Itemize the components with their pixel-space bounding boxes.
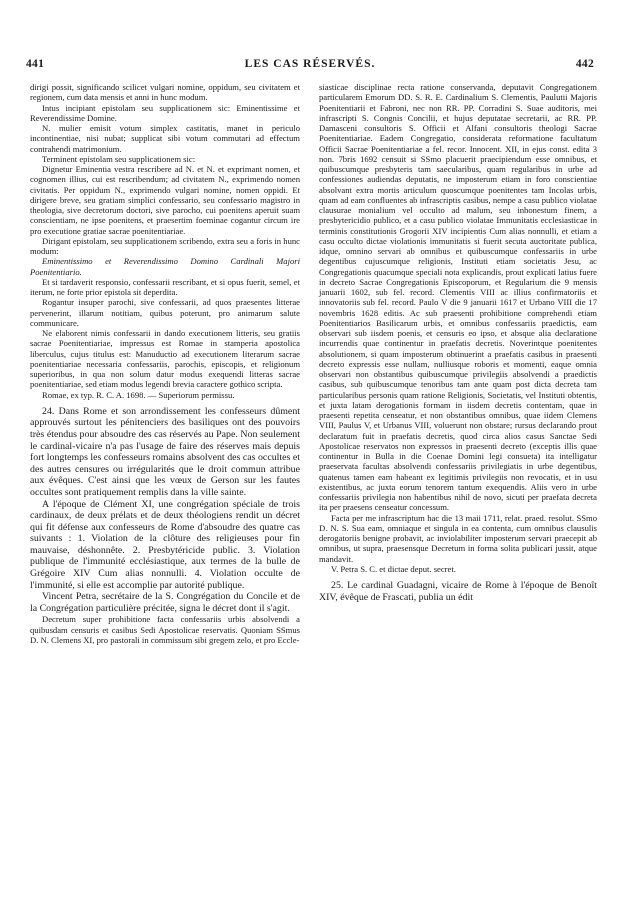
paragraph: dirigi possit, significando scilicet vulgari nomine, oppidum, seu civitatem et regionem, cum data mensis et anni in hunc modum. — [30, 82, 300, 103]
paragraph: V. Petra S. C. et dictae deput. secret. — [331, 563, 456, 574]
right-column — [319, 82, 597, 603]
paragraph: Et si tardaverit responsio, confessarii rescribant, et si opus fuerit, semel, et iterum, ne forte prior epistola sit deperdita. — [30, 276, 300, 297]
paragraph: siasticae disciplinae recta ratione conservanda, deputavit Congregationem particularem Emorum DD. S. R. E. Cardinalium S. Clementis, Paulutii Majoris Poenitentiarii et Fabroni, nec non RR. PP. Corradini S. Suae auditoris, mei infrascripti S. Congnis Concilii, et hujus deputatae secretarii, ac RR. PP. Damasceni consultoris S. Officii et Alfani consultoris theologi Sacrae Poenitentiariae. Eadem Congregatio, considerata reformatione facultatum Officii Sacrae Poenitentiariae a fel. recor. Innocent. XII, in ejus const. edita 3 non. 7bris 1692 censuit si SSmo placuerit praecipiendum esse omnibus, et quibuscumque presbyteris tam saecularibus, quam regularibus in urbe ad confessiones audiendas deputatis, ne imposterum etiam in foro conscientiae absolvant extra mortis articulum quoscumque poenitentes tam Incolas urbis, quam ad eam confluentes ab infrascriptis casibus, nempe a casu publico violatae clausurae monialium vel occulto ad malum, seu inhonestum finem, a presbytericidio publico, et a casu publico violatae Immunitatis ecclesiasticae in terminis constitutionis Grogorii XIV incipientis Cum alias nonnulli, et etiam a casu occulto dictae violationis immunitatis si fuerit secuta auctoritate publica, idque, omnino servari ab omnibus et quibuscumque confessariis in urbe degentibus cujuscumque religionis, Instituti etiam societatis Jesu, ac Congregationis quacumque speciali nota explicandis, prout explicati latius fuere in decreto Sacrae Congregationis Episcoporum, et Regularium die 9 mensis januarii 1602, sub fel. record. Clementis VIII ac illius confirmatoriis et innovatoriis sub fel. record. Paulo V die 9 januarii 1617 et Urbano VIII die 17 novembris 1628 editis. Ac sub praesenti prohibitione comprehendi etiam Poenitentiarios Basilicarum urbis, et omnibus confessariis praedictis, eam observari sub iisdem poenis, et censuris eo ipso, et absque alia declaratione incurrendis quae continentur in praefatis decretis. Noverintque poenitentes absolutionem, si quam imposterum obtinuerint a praefatis casibus in praesenti decreto expressis esse nullam, nulliusque roboris et momenti, eaque omnia observari non obstantibus quibuscumque privilegiis absolvendi a praedictis casibus, sub quibuscumque tenoribus tam ante quam post dicta decreta tam particularibus personis quam ratione Religionis, Societatis, vel Instituti obtentis, et juxta latam derogationis formam in iisdem decretis contentam, quae in praesenti repetita censeatur, et non obstantibus omnibus, quae iidem Clemens VIII, Paulus V, et Urbanus VIII, voluerunt non obstare; rursus declarando prout declaratum fuit in praefatis decretis, quod circa alios casus Sanctae Sedi Apostolicae reservatos non expressos in praesenti decreto (exceptis illis quae continentur in Bulla in die Coenae Domini legi consueta) ita intelligatur praeservata facultas absolvendi confessariis privilegiatis in urbe degentibus, quatenus tamen eam habeant ex legitimis privilegiis non revocatis, et in usu existentibus, ac juxta eorum tenorem tantum exequendis. Aliis vero in urbe confessariis privilegia non habentibus nihil de novo, sicuti per praefata decreta ita per praesens censeatur concessum. — [319, 82, 597, 513]
left-column — [30, 82, 300, 645]
paragraph: Vincent Petra, secrétaire de la S. Congrégation du Concile et de la Congrégation particulière précitée, signa le décret dont il s'agit. — [30, 591, 300, 614]
running-header — [26, 58, 594, 74]
paragraph: Ne elaborent nimis confessarii in dando executionem litteris, seu gratiis sacrae Poenitentiariae, impressus est Romae in stamperia apostolica liberculus, cujus titulus est: Manuductio ad executionem literarum sacrae poenitentiariae necessaria confessariis, parochis, episcopis, et religionum superioribus, in qua non solum datur modus exequendi litteras sacrae poenitentiariae, sed etiam modus legendi brevia caractere gothico scripta. — [30, 328, 300, 390]
paragraph: Romae, ex typ. R. C. A. 1698. — Superiorum permissu. — [42, 389, 235, 400]
paragraph: Dirigant epistolam, seu supplicationem scribendo, extra seu a foris in hunc modum: — [30, 235, 300, 256]
paragraph: N. mulier emisit votum simplex castitatis, manet in periculo incontinentiae, nisi nubat; supplicat sibi votum commutari ad effectum contrahendi matrimonium. — [30, 123, 300, 154]
paragraph: Rogantur insuper parochi, sive confessarii, ad quos praesentes litterae pervenerint, illarum notitiam, quibus poterunt, pro animarum salute communicare. — [30, 297, 300, 328]
page-number-left: 441 — [26, 58, 45, 70]
paragraph: Terminent epistolam seu supplicationem sic: — [42, 153, 196, 164]
paragraph: Dignetur Eminentia vestra rescribere ad N. et N. et exprimant nomen, et cognomen illius, cui est rescribendum; ad civitatem N., exprimendo nomen civitatis. Per oppidum N., exprimendo vulgari nomine, nomen oppidi. Et dirigere breve, seu gratiam simplici confessario, seu confessario magistro in theologia, sive decretorum doctori, sive parocho, cui poenitens aperuit suam conscientiam, ne ipse poenitens, et praesertim foeminae cogantur circum ire pro executione gratiae sacrae poenitentiariae. — [30, 164, 300, 236]
running-title: LES CAS RÉSERVÉS. — [244, 58, 376, 70]
paragraph: Decretum super prohibitione facta confessariis urbis absolvendi a quibusdam censuris et casibus Sedi Apostolicae reservatis. Quoniam SSmus D. N. Clemens XI, pro pastorali in commissum sibi gregem zelo, et pro Eccle- — [30, 614, 300, 645]
paragraph: A l'époque de Clément XI, une congrégation spéciale de trois cardinaux, de deux prélats et de deux théologiens rendit un décret qui fit défense aux confesseurs de Rome d'absoudre des quatre cas suivants : 1. Violation de la clôture des religieuses pour fin mauvaise, déshonnête. 2. Presbytéricide public. 3. Violation publique de l'immunité ecclésiastique, aux termes de la bulle de Grégoire XIV Cum alias nonnulli. 4. Violation occulte de l'immunité, si elle est accomplie par autorité publique. — [30, 498, 300, 591]
paragraph: Intus incipiant epistolam seu supplicationem sic: Eminentissime et Reverendissime Domine. — [30, 102, 300, 123]
paragraph: 25. Le cardinal Guadagni, vicaire de Rome à l'époque de Benoît XIV, évêque de Frascati, publia un édit — [319, 580, 597, 603]
paragraph: Facta per me infrascriptum hac die 13 maii 1711, relat. praed. resolut. SSmo D. N. S. Sua eam, omniaque et singula in ea contenta, cum omnibus clausulis derogatoriis benigne probavit, ac inviolabiliter imposterum servari praecepit ab omnibus, ut supra, praesensque Decretum in forma solita publicari jussit, atque mandavit. — [319, 512, 597, 564]
paragraph: Eminentissimo et Reverendissimo Domino Cardinali Majori Poenitentiario. — [30, 256, 300, 277]
paragraph: 24. Dans Rome et son arrondissement les confesseurs dûment approuvés surtout les pénitenciers des basiliques ont des pouvoirs très étendus pour absoudre des cas réservés au Pape. Non seulement le cardinal-vicaire n'a pas l'usage de faire des réserves mais depuis fort longtemps les confesseurs romains absolvent des cas occultes et des autres censures ou irrégularités que le droit commun attribue aux évêques. C'est ainsi que les vœux de Gerson sur les fautes occultes sont pratiquement remplis dans la ville sainte. — [30, 405, 300, 498]
page-number-right: 442 — [575, 58, 594, 70]
